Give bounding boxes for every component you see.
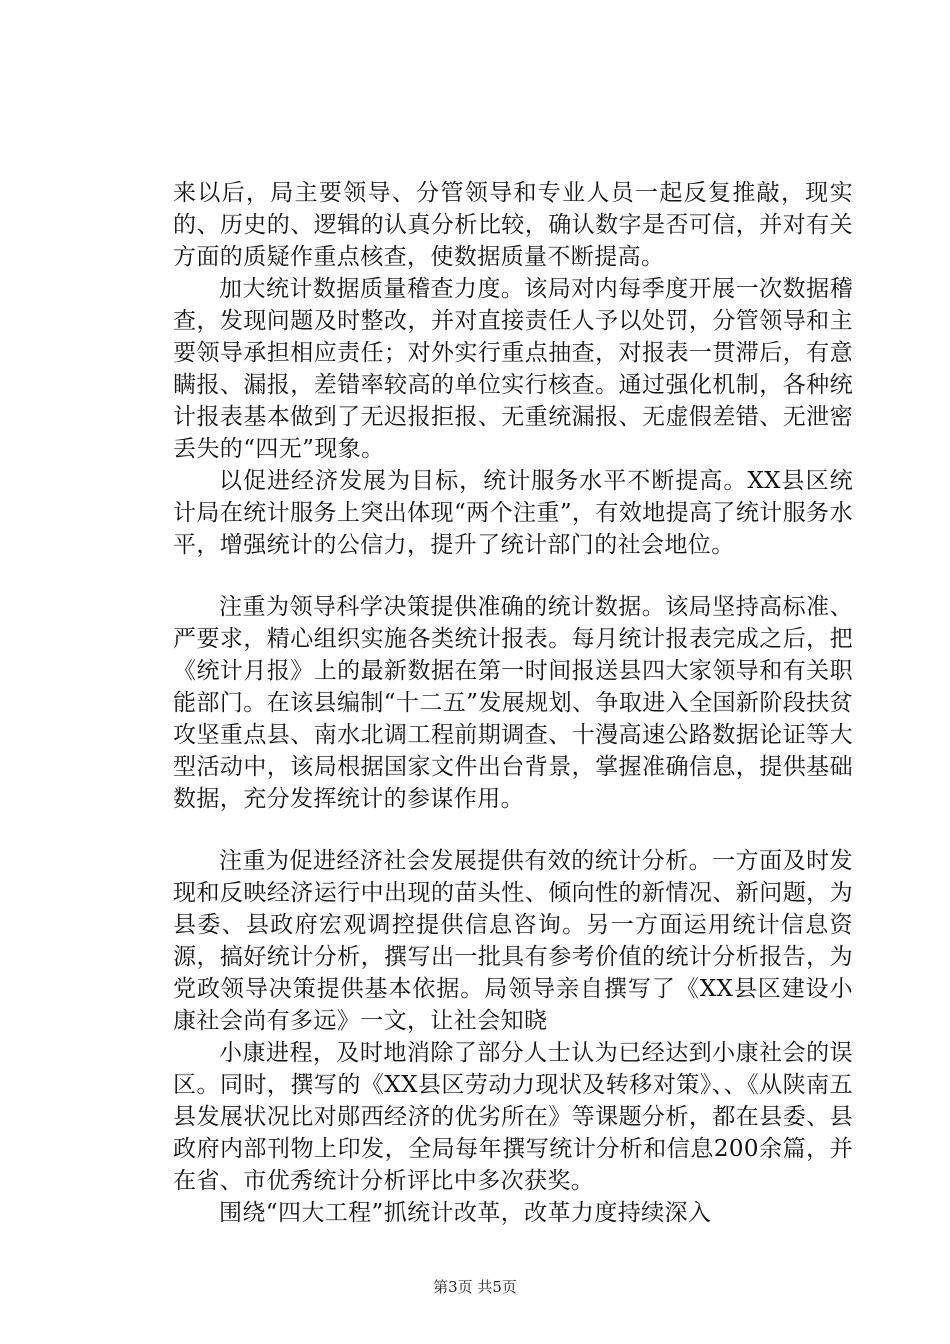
paragraph-4: 注重为领导科学决策提供准确的统计数据。该局坚持高标准、严要求，精心组织实施各类统计报表。每月统计报表完成之后，把《统计月报》上的最新数据在第一时间报送县四大家领导和有关职能部门。在该县编制“十二五”发展规划、争取进入全国新阶段扶贫攻坚重点县、南水北调工程前期调查、十漫高速公路数据论证等大型活动中，该局根据国家文件出台背景，掌握准确信息，提供基础数据，充分发挥统计的参谋作用。 (173, 594, 853, 812)
document-body (173, 177, 853, 1229)
paragraph-1: 来以后，局主要领导、分管领导和专业人员一起反复推敲，现实的、历史的、逻辑的认真分析比较，确认数字是否可信，并对有关方面的质疑作重点核查，使数据质量不断提高。 (173, 180, 853, 270)
paragraph-spacer (173, 815, 853, 845)
paragraph-7: 围绕“四大工程”抓统计改革，改革力度持续深入 (219, 1200, 712, 1226)
paragraph-spacer (173, 561, 853, 591)
page-footer: 第3页 共5页 (433, 1278, 517, 1296)
paragraph-6: 小康进程，及时地消除了部分人士认为已经达到小康社会的误区。同时，撰写的《XX县区劳动力现状及转移对策》、、《从陕南五县发展状况比对郧西经济的优劣所在》等课题分析，都在县委、县政府内部刊物上印发，全局每年撰写统计分析和信息200余篇，并在省、市优秀统计分析评比中多次获奖。 (173, 1040, 853, 1194)
paragraph-2: 加大统计数据质量稽查力度。该局对内每季度开展一次数据稽查，发现问题及时整改，并对直接责任人予以处罚，分管领导和主要领导承担相应责任；对外实行重点抽查，对报表一贯滞后，有意瞒报、漏报，差错率较高的单位实行核查。通过强化机制，各种统计报表基本做到了无迟报拒报、无重统漏报、无虚假差错、无泄密丢失的“四无”现象。 (173, 276, 853, 462)
paragraph-5: 注重为促进经济社会发展提供有效的统计分析。一方面及时发现和反映经济运行中出现的苗头性、倾向性的新情况、新问题，为县委、县政府宏观调控提供信息咨询。另一方面运用统计信息资源，搞好统计分析，撰写出一批具有参考价值的统计分析报告，为党政领导决策提供基本依据。局领导亲自撰写了《XX县区建设小康社会尚有多远》一文，让社会知晓 (173, 848, 853, 1034)
paragraph-3: 以促进经济发展为目标，统计服务水平不断提高。XX县区统计局在统计服务上突出体现“两个注重”，有效地提高了统计服务水平，增强统计的公信力，提升了统计部门的社会地位。 (173, 468, 853, 558)
